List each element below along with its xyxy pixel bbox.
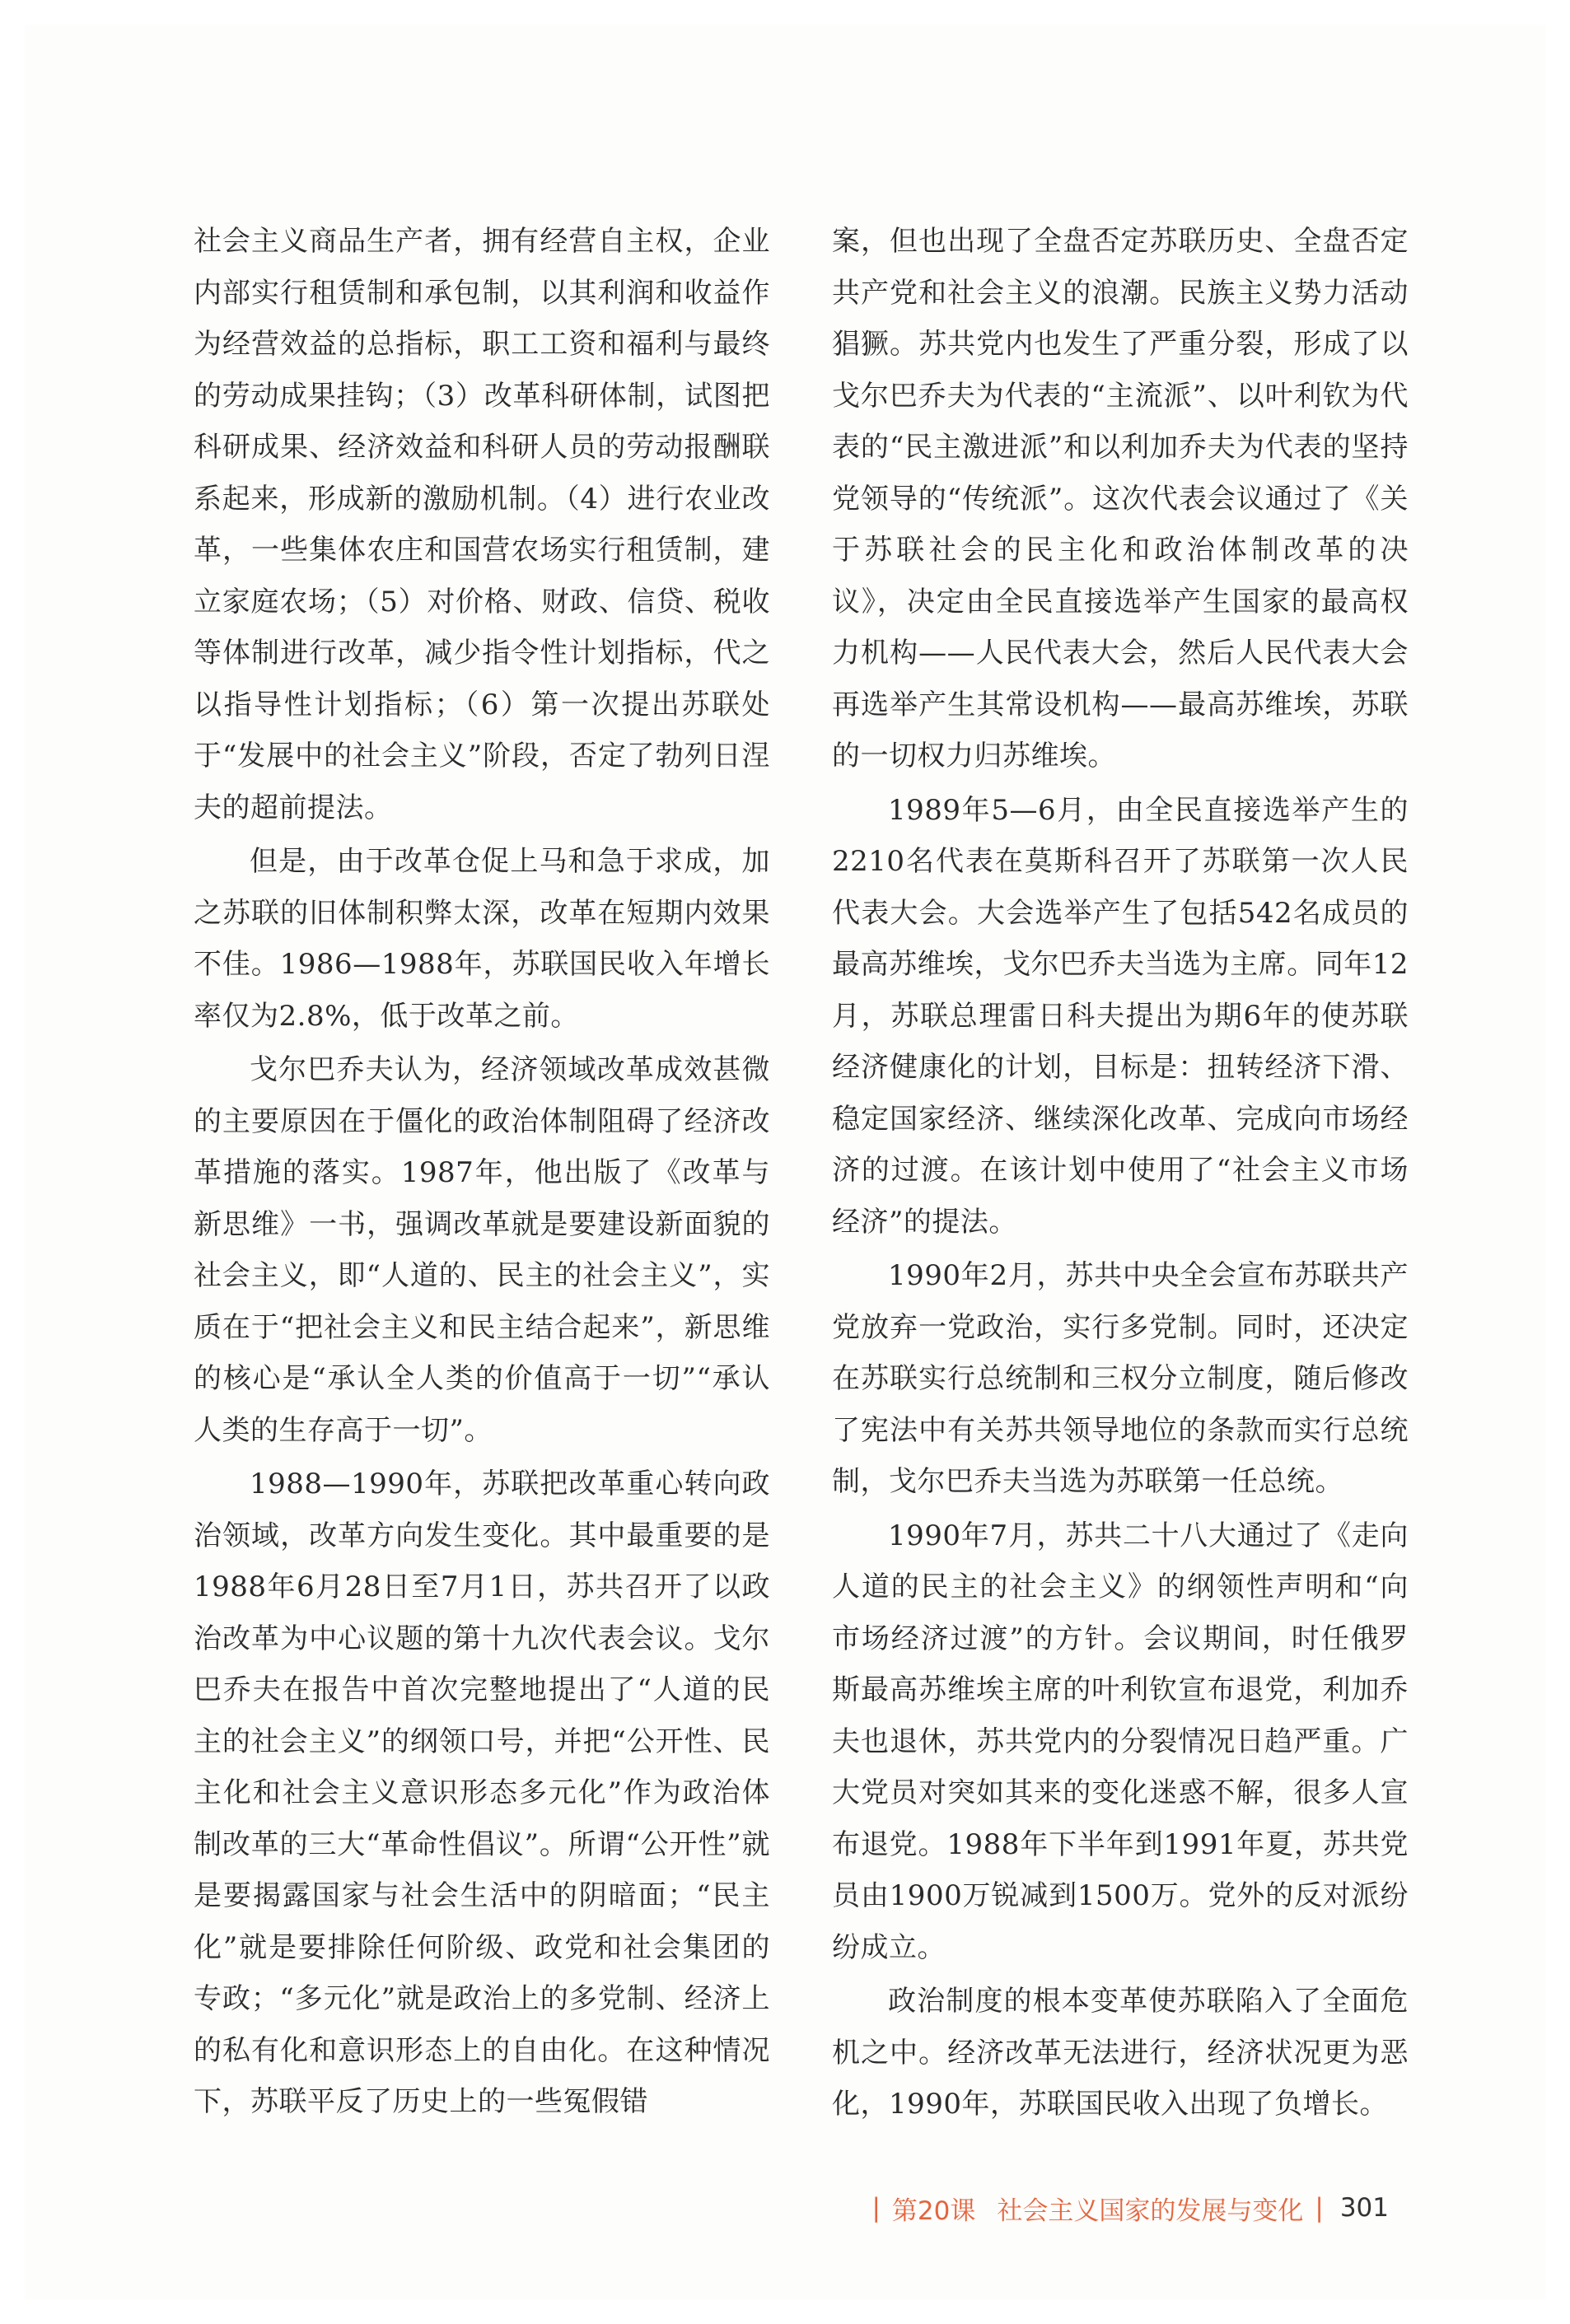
paragraph-left-2: 但是，由于改革仓促上马和急于求成，加之苏联的旧体制积弊太深，改革在短期内效果不佳。1986—1988年，苏联国民收入年增长率仅为2.8%，低于改革之前。 xyxy=(194,845,770,1033)
footer-divider-left: | xyxy=(871,2193,881,2223)
paragraph-right-4: 1990年7月，苏共二十八大通过了《走向人道的民主的社会主义》的纲领性声明和“向市场经济过渡”的方针。会议期间，时任俄罗斯最高苏维埃主席的叶利钦宣布退党，利加乔夫也退休，苏共党内的分裂情况日趋严重。广大党员对突如其来的变化迷惑不解，很多人宣布退党。1988年下半年到1991年夏，苏共党员由1900万锐减到1500万。党外的反对派纷纷成立。 xyxy=(832,1519,1409,1964)
footer-divider-right: | xyxy=(1315,2193,1324,2223)
right-column xyxy=(832,216,1409,2133)
page-number: 301 xyxy=(1339,2193,1389,2223)
paragraph-left-4: 1988—1990年，苏联把改革重心转向政治领域，改革方向发生变化。其中最重要的是1988年6月28日至7月1日，苏共召开了以政治改革为中心议题的第十九次代表会议。戈尔巴乔夫在报告中首次完整地提出了“人道的民主的社会主义”的纲领口号，并把“公开性、民主化和社会主义意识形态多元化”作为政治体制改革的三大“革命性倡议”。所谓“公开性”就是要揭露国家与社会生活中的阴暗面；“民主化”就是要排除任何阶级、政党和社会集团的专政；“多元化”就是政治上的多党制、经济上的私有化和意识形态上的自由化。在这种情况下，苏联平反了历史上的一些冤假错 xyxy=(194,1468,770,2118)
page-footer xyxy=(860,2189,1389,2227)
page xyxy=(25,25,1545,2299)
paragraph-right-5: 政治制度的根本变革使苏联陷入了全面危机之中。经济改革无法进行，经济状况更为恶化，1990年，苏联国民收入出现了负增长。 xyxy=(832,1985,1409,2121)
paragraph-right-2: 1989年5—6月，由全民直接选举产生的2210名代表在莫斯科召开了苏联第一次人民代表大会。大会选举产生了包括542名成员的最高苏维埃，戈尔巴乔夫当选为主席。同年12月，苏联总理雷日科夫提出为期6年的使苏联经济健康化的计划，目标是：扭转经济下滑、稳定国家经济、继续深化改革、完成向市场经济的过渡。在该计划中使用了“社会主义市场经济”的提法。 xyxy=(832,793,1409,1239)
paragraph-right-1: 案，但也出现了全盘否定苏联历史、全盘否定共产党和社会主义的浪潮。民族主义势力活动猖獗。苏共党内也发生了严重分裂，形成了以戈尔巴乔夫为代表的“主流派”、以叶利钦为代表的“民主激进派”和以利加乔夫为代表的坚持党领导的“传统派”。这次代表会议通过了《关于苏联社会的民主化和政治体制改革的决议》，决定由全民直接选举产生国家的最高权力机构——人民代表大会，然后人民代表大会再选举产生其常设机构——最高苏维埃，苏联的一切权力归苏维埃。 xyxy=(832,225,1409,772)
paragraph-left-3: 戈尔巴乔夫认为，经济领域改革成效甚微的主要原因在于僵化的政治体制阻碍了经济改革措施的落实。1987年，他出版了《改革与新思维》一书，强调改革就是要建设新面貌的社会主义，即“人道的、民主的社会主义”，实质在于“把社会主义和民主结合起来”，新思维的核心是“承认全人类的价值高于一切”“承认人类的生存高于一切”。 xyxy=(194,1053,770,1447)
paragraph-right-3: 1990年2月，苏共中央全会宣布苏联共产党放弃一党政治，实行多党制。同时，还决定在苏联实行总统制和三权分立制度，随后修改了宪法中有关苏共领导地位的条款而实行总统制，戈尔巴乔夫当选为苏联第一任总统。 xyxy=(832,1259,1409,1498)
footer-lesson-label: 第20课 xyxy=(891,2196,976,2226)
footer-lesson-title: 社会主义国家的发展与变化 xyxy=(997,2196,1304,2226)
paragraph-left-1: 社会主义商品生产者，拥有经营自主权，企业内部实行租赁制和承包制，以其利润和收益作为经营效益的总指标，职工工资和福利与最终的劳动成果挂钩；（3）改革科研体制，试图把科研成果、经济效益和科研人员的劳动报酬联系起来，形成新的激励机制。（4）进行农业改革，一些集体农庄和国营农场实行租赁制，建立家庭农场；（5）对价格、财政、信贷、税收等体制进行改革，减少指令性计划指标，代之以指导性计划指标；（6）第一次提出苏联处于“发展中的社会主义”阶段，否定了勃列日涅夫的超前提法。 xyxy=(194,225,770,824)
left-column xyxy=(194,216,770,2130)
